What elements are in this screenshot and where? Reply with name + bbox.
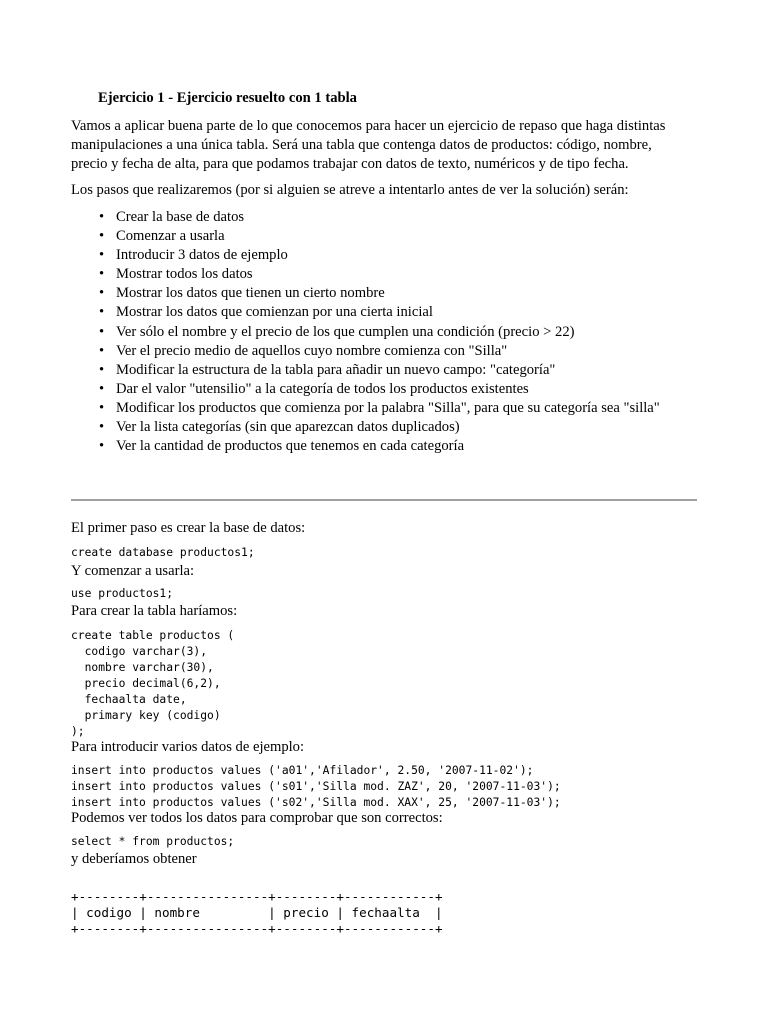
section-text: y deberíamos obtener	[71, 851, 197, 867]
steps-list	[71, 208, 660, 456]
code-block: insert into productos values ('a01','Afilador', 2.50, '2007-11-02'); insert into productos values ('s01','Silla mod. ZAZ', 20, '2007-11-03'); insert into productos values ('s02','Silla mod. XAX', 25, '2007-11-03');	[71, 764, 561, 809]
list-item: • Crear la base de datos	[71, 208, 660, 227]
bullet-icon: •	[99, 209, 105, 225]
result-table: +--------+----------------+--------+------------+ | codigo | nombre | precio | fechaalta | +--------+----------------+--------+------------+	[71, 889, 443, 936]
list-item: • Introducir 3 datos de ejemplo	[71, 246, 660, 265]
bullet-icon: •	[99, 438, 105, 455]
bullet-icon: •	[99, 304, 105, 321]
bullet-icon: •	[99, 419, 105, 436]
bullet-icon: •	[99, 323, 105, 340]
code-block: use productos1;	[71, 587, 174, 600]
intro-paragraph	[71, 117, 701, 174]
code-block: create table productos ( codigo varchar(3), nombre varchar(30), precio decimal(6,2), fechaalta date, primary key (codigo) );	[71, 629, 235, 738]
list-item: • Mostrar todos los datos	[71, 265, 660, 284]
list-item: • Dar el valor "utensilio" a la categoría de todos los productos existentes	[71, 380, 660, 399]
list-item: • Mostrar los datos que tienen un cierto nombre	[71, 284, 660, 303]
section-text: Para introducir varios datos de ejemplo:	[71, 739, 305, 755]
bullet-icon: •	[99, 247, 105, 264]
bullet-icon: •	[99, 361, 105, 378]
exercise-title: Ejercicio 1 - Ejercicio resuelto con 1 tabla	[98, 90, 357, 106]
bullet-icon: •	[99, 342, 105, 359]
section-text: Podemos ver todos los datos para comprobar que son correctos:	[71, 810, 443, 826]
section-text: Y comenzar a usarla:	[71, 563, 195, 579]
list-item: • Ver sólo el nombre y el precio de los que cumplen una condición (precio > 22)	[71, 323, 660, 342]
steps-intro: Los pasos que realizaremos (por si alguien se atreve a intentarlo antes de ver la solución) serán:	[71, 182, 629, 198]
list-item: • Modificar la estructura de la tabla para añadir un nuevo campo: "categoría"	[71, 361, 660, 380]
bullet-icon: •	[99, 228, 105, 245]
list-item: • Mostrar los datos que comienzan por una cierta inicial	[71, 303, 660, 322]
list-item: • Modificar los productos que comienza por la palabra "Silla", para que su categoría sea "silla"	[71, 399, 660, 418]
bullet-icon: •	[99, 399, 105, 416]
list-item: • Ver el precio medio de aquellos cuyo nombre comienza con "Silla"	[71, 342, 660, 361]
list-item: • Comenzar a usarla	[71, 227, 660, 246]
intro-line: precio y fecha de alta, para que podamos trabajar con datos de texto, numéricos y de tipo fecha.	[71, 156, 629, 172]
horizontal-rule	[71, 499, 697, 501]
bullet-icon: •	[99, 285, 105, 302]
intro-line: Vamos a aplicar buena parte de lo que conocemos para hacer un ejercicio de repaso que haga distintas	[71, 118, 666, 134]
bullet-icon: •	[99, 380, 105, 397]
list-item: • Ver la cantidad de productos que tenemos en cada categoría	[71, 437, 660, 456]
intro-line: manipulaciones a una única tabla. Será una tabla que contenga datos de productos: código, nombre,	[71, 137, 652, 153]
code-block: create database productos1;	[71, 546, 255, 559]
code-block: select * from productos;	[71, 835, 235, 848]
list-item: • Ver la lista categorías (sin que aparezcan datos duplicados)	[71, 418, 660, 437]
section-text: El primer paso es crear la base de datos:	[71, 520, 306, 536]
bullet-icon: •	[99, 266, 105, 283]
section-text: Para crear la tabla haríamos:	[71, 603, 238, 619]
